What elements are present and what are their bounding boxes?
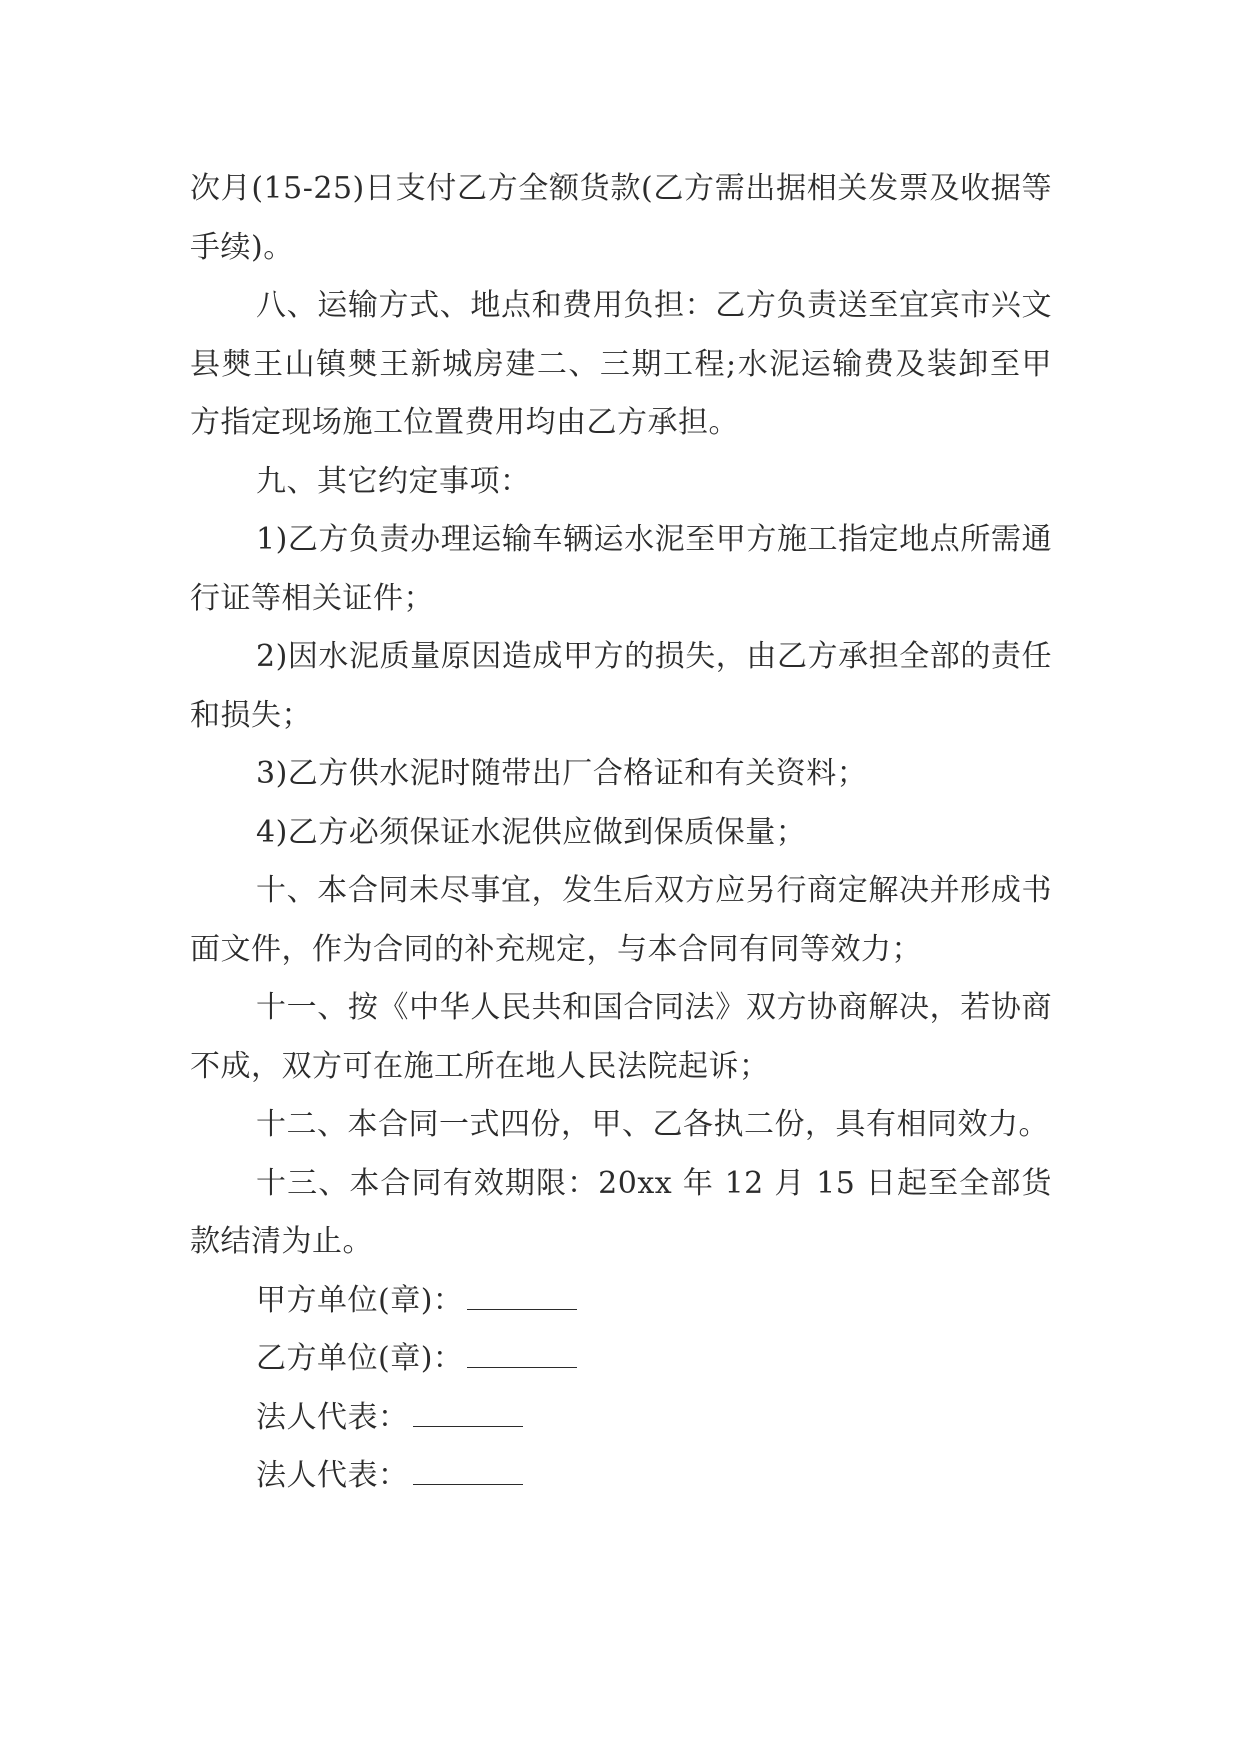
paragraph-clause-8-transport: 八、运输方式、地点和费用负担：乙方负责送至宜宾市兴文县僰王山镇僰王新城房建二、三期工程;水泥运输费及装卸至甲方指定现场施工位置费用均由乙方承担。 xyxy=(190,288,1052,440)
signature-party-b xyxy=(190,1330,1052,1389)
signature-label: 乙方单位(章)： xyxy=(256,1341,464,1376)
paragraph-payment-terms: 次月(15-25)日支付乙方全额货款(乙方需出据相关发票及收据等手续)。 xyxy=(190,171,1052,265)
signature-blank-line xyxy=(413,1448,523,1485)
paragraph-clause-11: 十一、按《中华人民共和国合同法》双方协商解决，若协商不成，双方可在施工所在地人民法院起诉； xyxy=(190,990,1052,1084)
paragraph-clause-10: 十、本合同未尽事宜，发生后双方应另行商定解决并形成书面文件，作为合同的补充规定，与本合同有同等效力； xyxy=(190,873,1052,967)
paragraph-clause-13: 十三、本合同有效期限：20xx 年 12 月 15 日起至全部货款结清为止。 xyxy=(190,1165,1052,1259)
signature-legal-rep-a xyxy=(190,1389,1052,1448)
signature-blank-line xyxy=(467,1273,577,1310)
paragraph-clause-9-heading: 九、其它约定事项： xyxy=(256,463,531,499)
paragraph-clause-9-item-2: 2)因水泥质量原因造成甲方的损失，由乙方承担全部的责任和损失； xyxy=(190,639,1052,733)
signature-blank-line xyxy=(467,1331,577,1368)
signature-party-a xyxy=(190,1272,1052,1331)
signature-label: 法人代表： xyxy=(256,1399,409,1435)
signature-label: 法人代表： xyxy=(256,1458,409,1493)
signature-legal-rep-b xyxy=(190,1447,1052,1506)
signature-blank-line xyxy=(413,1390,523,1427)
paragraph-clause-9-item-4: 4)乙方必须保证水泥供应做到保质保量； xyxy=(256,814,807,850)
paragraph-clause-9-item-1: 1)乙方负责办理运输车辆运水泥至甲方施工指定地点所需通行证等相关证件； xyxy=(190,522,1052,616)
paragraph-clause-9-item-3: 3)乙方供水泥时随带出厂合格证和有关资料； xyxy=(256,756,868,791)
signature-label: 甲方单位(章)： xyxy=(256,1282,464,1318)
document-body xyxy=(190,160,1052,1506)
paragraph-clause-12: 十二、本合同一式四份，甲、乙各执二份，具有相同效力。 xyxy=(256,1107,1049,1142)
